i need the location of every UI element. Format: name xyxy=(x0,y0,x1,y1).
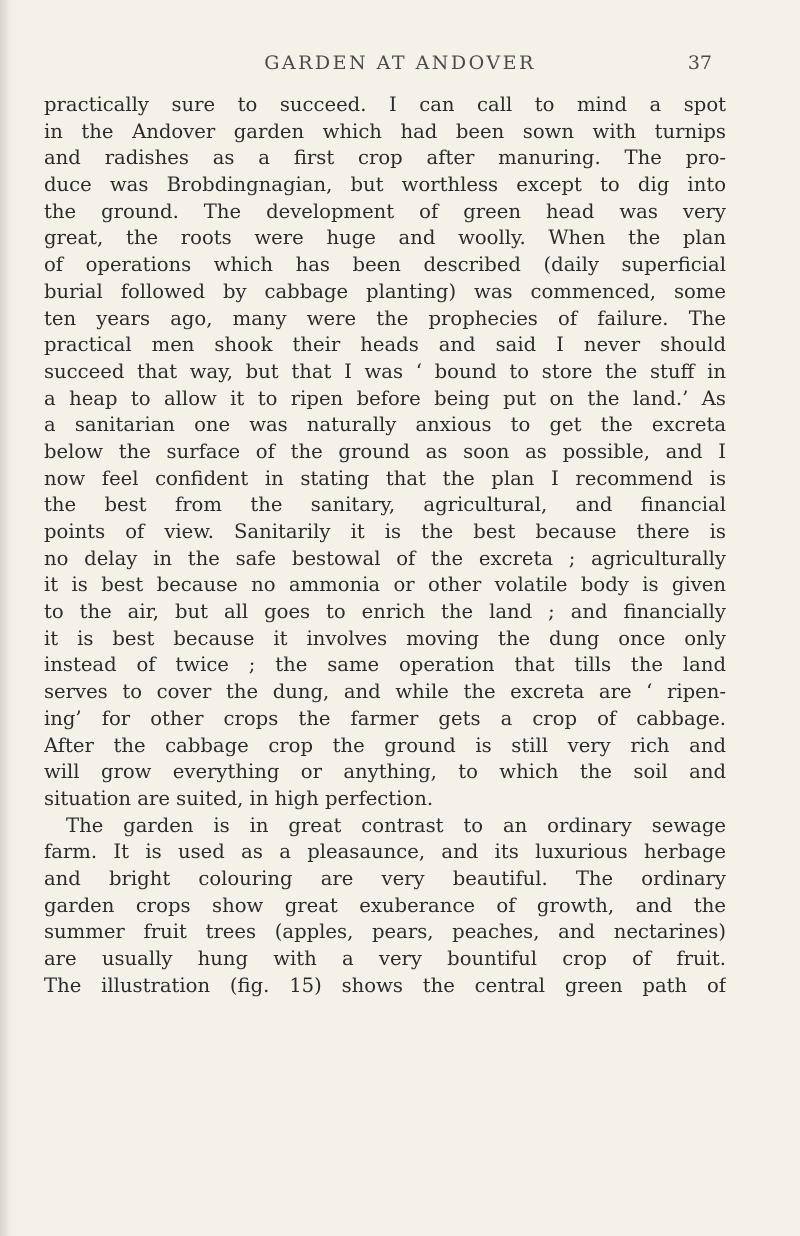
text-line: below the surface of the ground as soon as possible, and I xyxy=(44,439,726,463)
text-line: serves to cover the dung, and while the excreta are ‘ ripen- xyxy=(44,680,726,704)
text-line: points of view. Sanitarily it is the best because there is xyxy=(44,520,726,543)
text-line: of operations which has been described (daily superficial xyxy=(44,253,726,277)
paragraph xyxy=(44,92,726,813)
text-line: practically sure to succeed. I can call to mind a spot xyxy=(44,93,726,116)
text-line: summer fruit trees (apples, pears, peaches, and nectarines) xyxy=(44,920,726,944)
text-line: practical men shook their heads and said I never should xyxy=(44,333,726,357)
text-line: and radishes as a first crop after manuring. The pro- xyxy=(44,146,726,170)
text-line: the best from the sanitary, agricultural, and financial xyxy=(44,493,726,517)
text-line: a sanitarian one was naturally anxious to get the excreta xyxy=(44,413,726,437)
paragraph xyxy=(44,813,726,1000)
text-line: The garden is in great contrast to an ordinary sewage xyxy=(66,813,726,837)
text-line: duce was Brobdingnagian, but worthless except to dig into xyxy=(44,173,726,197)
text-line: instead of twice ; the same operation that tills the land xyxy=(44,653,726,677)
text-line: will grow everything or anything, to which the soil and xyxy=(44,760,726,784)
text-line: a heap to allow it to ripen before being put on the land.’ As xyxy=(44,386,726,410)
text-line: great, the roots were huge and woolly. When the plan xyxy=(44,226,726,250)
text-line: and bright colouring are very beautiful. The ordinary xyxy=(44,866,726,890)
text-line: farm. It is used as a pleasaunce, and its luxurious herbage xyxy=(44,840,726,864)
text-line: it is best because it involves moving the dung once only xyxy=(44,626,726,650)
text-line: situation are suited, in high perfection. xyxy=(44,786,434,810)
text-line: After the cabbage crop the ground is still very rich and xyxy=(44,733,726,757)
body-text xyxy=(44,92,726,999)
text-line: ten years ago, many were the prophecies of failure. The xyxy=(44,306,726,330)
text-line: The illustration (fig. 15) shows the central green path of xyxy=(44,973,726,997)
text-line: the ground. The development of green head was very xyxy=(44,199,726,223)
running-title: GARDEN AT ANDOVER xyxy=(264,52,536,74)
text-line: burial followed by cabbage planting) was commenced, some xyxy=(44,279,726,303)
text-line: in the Andover garden which had been sown with turnips xyxy=(44,119,726,143)
text-line: are usually hung with a very bountiful crop of fruit. xyxy=(44,947,726,970)
text-line: it is best because no ammonia or other volatile body is given xyxy=(44,573,726,597)
running-head xyxy=(0,52,800,82)
text-line: ing’ for other crops the farmer gets a crop of cabbage. xyxy=(44,706,726,730)
text-line: succeed that way, but that I was ‘ bound to store the stuff in xyxy=(44,359,726,383)
text-line: to the air, but all goes to enrich the land ; and financially xyxy=(44,600,726,624)
page-number: 37 xyxy=(687,52,712,74)
text-line: now feel confident in stating that the plan I recommend is xyxy=(44,466,726,490)
text-line: garden crops show great exuberance of growth, and the xyxy=(44,893,726,917)
text-line: no delay in the safe bestowal of the excreta ; agriculturally xyxy=(44,546,726,570)
page-gutter-shadow xyxy=(0,0,14,1236)
